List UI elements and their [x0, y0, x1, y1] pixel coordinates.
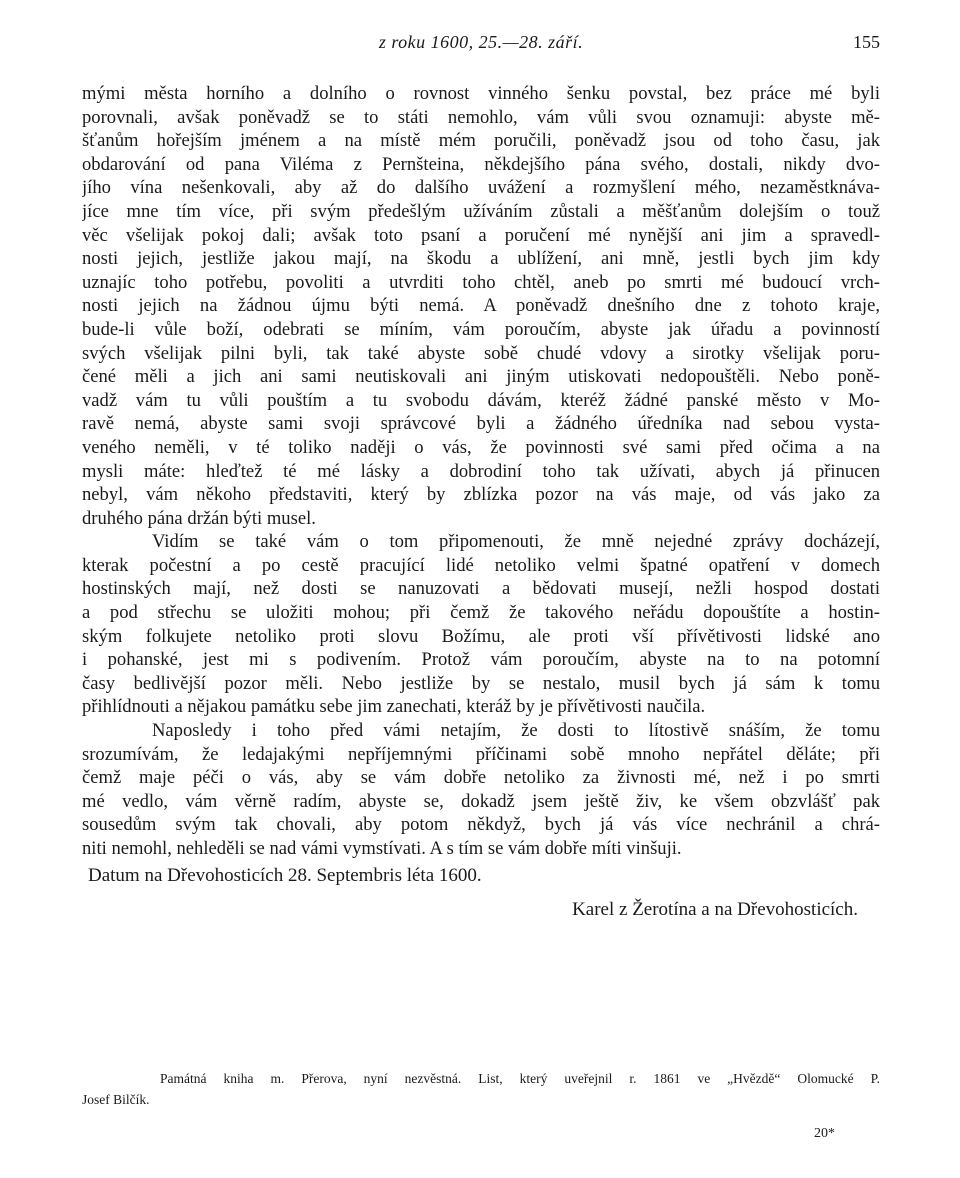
text-line: přihlídnouti a nějakou památku sebe jim zanechati, kteráž by je přívětivosti naučila. [82, 696, 706, 718]
text-line: mými města horního a dolního o rovnost vinného šenku povstal, bez práce mé byli [82, 83, 880, 104]
text-line: druhého pána držán býti musel. [82, 507, 316, 529]
text-line: časy bedlivější pozor měli. Nebo jestliže by se nestalo, musil bych já sám k tomu [82, 672, 880, 694]
paragraph-3 [82, 719, 880, 861]
source-note-line: Josef Bilčík. [82, 1092, 150, 1107]
text-line: obdarování od pana Viléma z Pernšteina, někdejšího pána svého, dostali, nikdy dvo- [82, 153, 880, 175]
dateline: Datum na Dřevohosticích 28. Septembris léta 1600. [88, 864, 482, 886]
text-line: mysli máte: hleďtež té mé lásky a dobrodiní toho tak užívati, abych já přinucen [82, 460, 880, 482]
text-line: sousedům svým tak chovali, aby potom někdyž, bych já vás více nechránil a chrá- [82, 814, 880, 836]
text-line: srozumívám, že ledajakými nepříjemnými příčinami sobě mnoho nepřátel děláte; při [82, 743, 880, 765]
text-line: věc všelijak pokoj dali; avšak toto psaní a poručení mé nynější ani jim a spravedl- [82, 224, 880, 246]
source-note-line: Památná kniha m. Přerova, nyní nezvěstná. List, který uveřejnil r. 1861 ve „Hvězdě“ Olomucké P. [160, 1071, 880, 1086]
paragraph-1 [82, 82, 880, 530]
text-line: i pohanské, jest mi s podivením. Protož vám poroučím, abyste na to na potomní [82, 649, 880, 671]
source-note [82, 1068, 880, 1110]
text-line: ravě nemá, abyste sami svoji správcové byli a žádného úředníka nad sebou vysta- [82, 413, 880, 435]
text-line: čené měli a jich ani sami neutiskovali ani jiným utiskovati nedopouštěli. Nebo poně- [82, 366, 880, 388]
text-line: niti nemohl, nehleděli se nad vámi vymstívati. A s tím se vám dobře míti vinšuji. [82, 838, 682, 859]
text-line: hostinských mají, než dosti se nanuzovati a bědovati musejí, nežli hospod dostati [82, 578, 880, 600]
page-number: 155 [853, 32, 880, 52]
signature-line: Karel z Žerotína a na Dřevohosticích. [572, 898, 858, 920]
text-line: kterak počestní a po cestě pracující lidé netoliko velmi špatné opatření v domech [82, 554, 880, 576]
text-line: nosti jejich na žádnou újmu býti nemá. A poněvadž dnešního dne z tohoto kraje, [82, 295, 880, 317]
text-line: nosti jejich, jestliže jakou mají, na škodu a ublížení, ani mně, jestli bych jim kdy [82, 248, 880, 270]
text-line: Naposledy i toho před vámi netajím, že dosti to lítostivě snáším, že tomu [152, 720, 880, 742]
text-line: čemž maje péči o vás, aby se vám dobře netoliko za živnosti mé, než i po smrti [82, 767, 880, 789]
text-line: vadž vám tu vůli pouštím a tu svobodu dávám, kteréž žádné panské město v Mo- [82, 389, 880, 411]
text-line: veného neměli, v té toliko naději o vás, že povinnosti své sami před očima a na [82, 436, 880, 458]
text-line: porovnali, avšak poněvadž se to státi nemohlo, vám vůli svou oznamuji: abyste mě- [82, 106, 880, 128]
text-line: Vidím se také vám o tom připomenouti, že mně nejedné zprávy docházejí, [152, 531, 880, 553]
text-line: mé vedlo, vám věrně radím, abyste se, dokadž jsem ještě živ, ke všem obzvlášť pak [82, 790, 880, 812]
text-line: uznajíc toho potřebu, povoliti a utvrditi toho chtěl, aneb po smrti mé budoucí vrch- [82, 271, 880, 293]
text-line: nebyl, vám někoho představiti, který by zblízka pozor na vás maje, od vás jako za [82, 484, 880, 506]
text-line: jího vína nešenkovali, aby až do dalšího uvážení a rozmyšlení mého, nezaměstknáva- [82, 177, 880, 199]
paragraph-2 [82, 530, 880, 719]
text-line: ským folkujete netoliko proti slovu Božímu, ale proti vší přívětivosti lidské ano [82, 625, 880, 647]
running-title: z roku 1600, 25.—28. září. [378, 32, 584, 52]
printer-signature-mark: 20* [814, 1126, 835, 1141]
text-line: jíce mne tím více, při svým předešlým užíváním zůstali a měšťanům dolejším o touž [82, 200, 880, 222]
text-line: a pod střechu se uložiti mohou; při čemž že takového neřádu dopouštíte a hostin- [82, 602, 880, 624]
text-line: šťanům hořejším jménem a na místě mém poručili, poněvadž jsou od toho času, jak [82, 130, 880, 152]
running-header [82, 32, 880, 60]
text-line: bude-li vůle boží, odebrati se míním, vám poroučím, abyste jak úřadu a povinností [82, 318, 880, 340]
letter-body [82, 82, 880, 927]
text-line: svých všelijak pilni byli, tak také abyste sobě chudé vdovy a sirotky všelijak poru- [82, 342, 880, 364]
